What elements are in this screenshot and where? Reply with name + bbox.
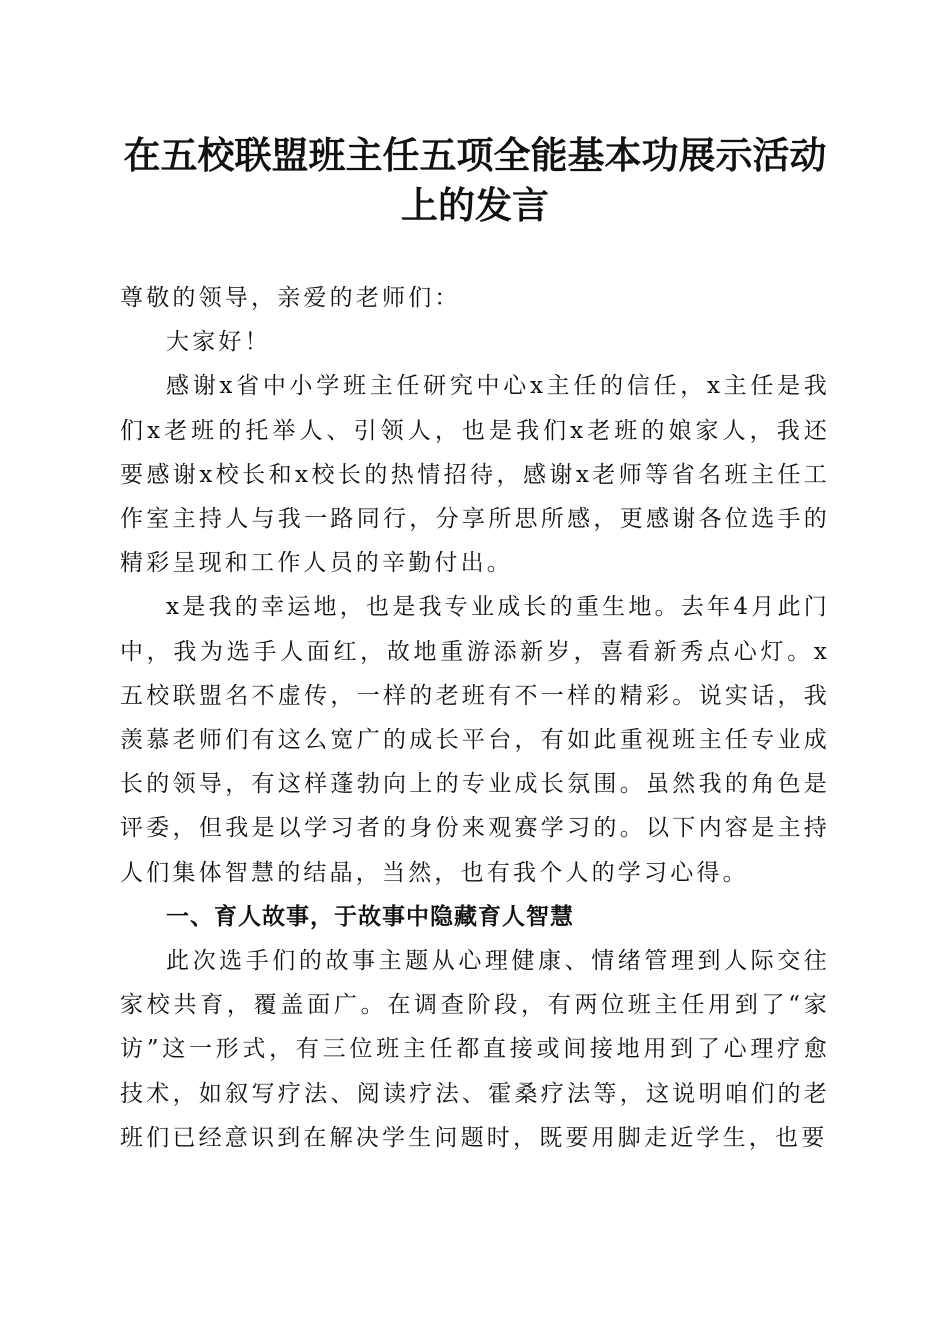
document-body bbox=[120, 276, 830, 1160]
document-page bbox=[120, 130, 830, 1160]
document-title: 在五校联盟班主任五项全能基本功展示活动上的发言 bbox=[123, 133, 827, 227]
paragraph: 感谢x省中小学班主任研究中心x主任的信任，x主任是我们x老班的托举人、引领人，也是我们x老班的娘家人，我还要感谢x校长和x校长的热情招待，感谢x老师等省名班主任工作室主持人与我一路同行，分享所思所感，更感谢各位选手的精彩呈现和工作人员的辛勤付出。 bbox=[120, 373, 830, 577]
salutation: 尊敬的领导，亲爱的老师们： bbox=[120, 285, 461, 311]
greeting: 大家好！ bbox=[166, 329, 271, 356]
section-heading: 一、育人故事，于故事中隐藏育人智慧 bbox=[166, 903, 574, 930]
paragraph: x是我的幸运地，也是我专业成长的重生地。去年4月此门中，我为选手人面红，故地重游添新岁，喜看新秀点心灯。x五校联盟名不虚传，一样的老班有不一样的精彩。说实话，我羡慕老师们有这么宽广的成长平台，有如此重视班主任专业成长的领导，有这样蓬勃向上的专业成长氛围。虽然我的角色是评委，但我是以学习者的身份来观赛学习的。以下内容是主持人们集体智慧的结晶，当然，也有我个人的学习心得。 bbox=[120, 594, 830, 886]
section-paragraph: 此次选手们的故事主题从心理健康、情绪管理到人际交往家校共育，覆盖面广。在调查阶段，有两位班主任用到了“家访”这一形式，有三位班主任都直接或间接地用到了心理疗愈技术，如叙写疗法、阅读疗法、霍桑疗法等，这说明咱们的老班们已经意识到在解决学生问题时，既要用脚走近学生，也要 bbox=[120, 948, 830, 1151]
